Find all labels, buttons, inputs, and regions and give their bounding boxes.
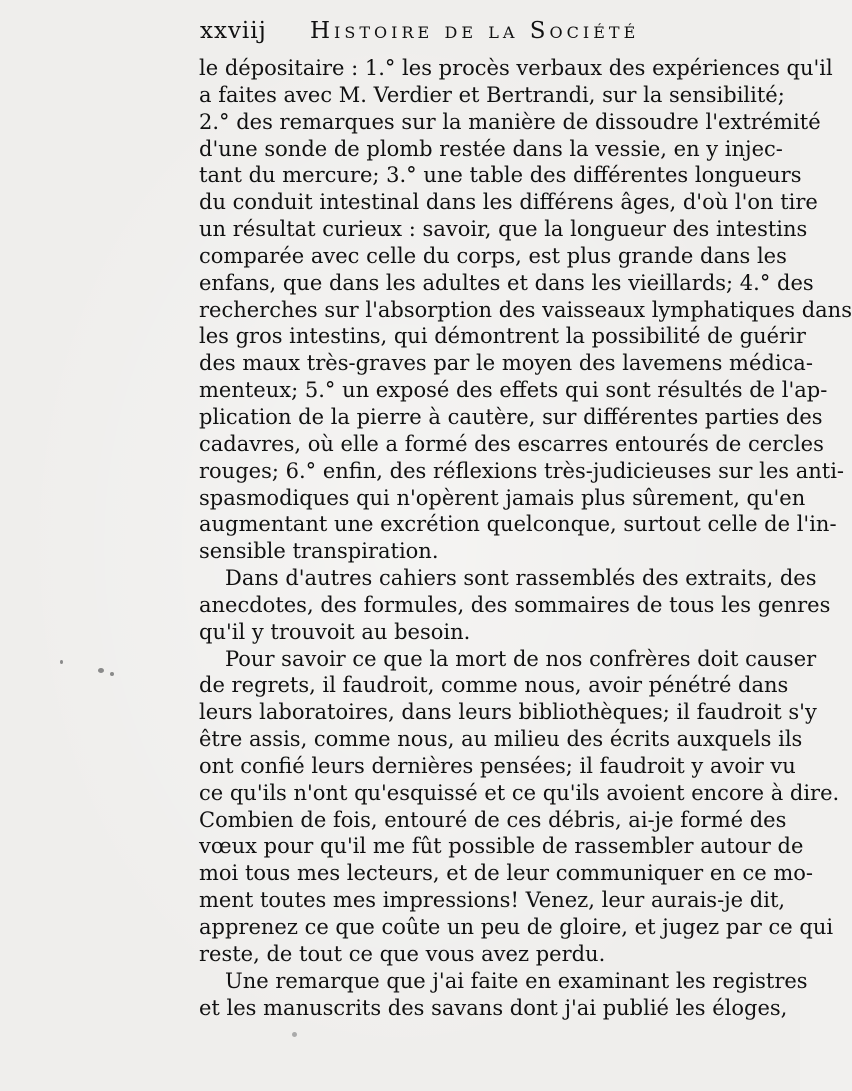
text-line: le dépositaire : 1.° les procès verbaux des expériences qu'il (199, 56, 833, 80)
text-line: Combien de fois, entouré de ces débris, ai-je formé des (199, 807, 787, 832)
text-line: tant du mercure; 3.° une table des différentes longueurs (199, 163, 802, 188)
page-header (200, 18, 680, 50)
text-line: être assis, comme nous, au milieu des écrits auxquels ils (199, 727, 803, 752)
running-title: Histoire de la Société (310, 18, 640, 44)
text-line: un résultat curieux : savoir, que la longueur des intestins (199, 217, 808, 242)
text-line: rouges; 6.° enfin, des réflexions très-judicieuses sur les anti- (199, 458, 845, 483)
text-line: les gros intestins, qui démontrent la possibilité de guérir (199, 324, 806, 349)
text-line: Une remarque que j'ai faite en examinant les registres (225, 968, 808, 993)
text-line: augmentant une excrétion quelconque, surtout celle de l'in- (199, 512, 837, 537)
text-line: comparée avec celle du corps, est plus grande dans les (199, 243, 787, 268)
paragraph (199, 968, 808, 1022)
text-line: apprenez ce que coûte un peu de gloire, et jugez par ce qui (199, 915, 834, 939)
text-line: plication de la pierre à cautère, sur différentes parties des (199, 404, 823, 429)
text-line: cadavres, où elle a formé des escarres entourés de cercles (199, 431, 824, 456)
text-line: leurs laboratoires, dans leurs bibliothèques; il faudroit s'y (199, 700, 817, 725)
text-line: a faites avec M. Verdier et Bertrandi, sur la sensibilité; (199, 82, 785, 107)
text-line: ce qu'ils n'ont qu'esquissé et ce qu'ils avoient encore à dire. (199, 780, 840, 805)
paragraph (199, 565, 831, 646)
text-line: vœux pour qu'il me fût possible de rassembler autour de (199, 834, 804, 859)
page-number: xxviij (200, 18, 267, 44)
paper-speck (110, 672, 114, 676)
text-line: recherches sur l'absorption des vaisseaux lymphatiques dans (199, 297, 852, 322)
text-line: sensible transpiration. (199, 539, 439, 564)
text-line: et les manuscrits des savans dont j'ai publié les éloges, (199, 995, 788, 1020)
paper-speck (292, 1032, 297, 1037)
text-line: qu'il y trouvoit au besoin. (199, 619, 471, 644)
text-line: Dans d'autres cahiers sont rassemblés des extraits, des (225, 566, 817, 591)
paragraph (199, 646, 840, 968)
paper-speck (60, 660, 63, 664)
text-line: spasmodiques qui n'opèrent jamais plus sûrement, qu'en (199, 485, 806, 510)
body-text (199, 55, 852, 1021)
text-line: enfans, que dans les adultes et dans les vieillards; 4.° des (199, 270, 814, 295)
text-line: menteux; 5.° un exposé des effets qui sont résultés de l'ap- (199, 378, 828, 403)
text-line: ment toutes mes impressions! Venez, leur aurais-je dit, (199, 888, 786, 913)
text-line: des maux très-graves par le moyen des lavemens médica- (199, 351, 813, 376)
text-line: de regrets, il faudroit, comme nous, avoir pénétré dans (199, 673, 789, 698)
text-line: reste, de tout ce que vous avez perdu. (199, 941, 606, 966)
text-line: moi tous mes lecteurs, et de leur communiquer en ce mo- (199, 861, 813, 886)
paper-speck (98, 668, 104, 673)
text-line: du conduit intestinal dans les différens âges, d'où l'on tire (199, 190, 818, 215)
text-line: d'une sonde de plomb restée dans la vessie, en y injec- (199, 136, 783, 161)
text-line: 2.° des remarques sur la manière de dissoudre l'extrémité (199, 109, 821, 134)
paragraph (199, 55, 852, 565)
text-line: Pour savoir ce que la mort de nos confrères doit causer (225, 646, 817, 671)
text-line: ont confié leurs dernières pensées; il faudroit y avoir vu (199, 753, 796, 778)
text-line: anecdotes, des formules, des sommaires de tous les genres (199, 592, 831, 617)
